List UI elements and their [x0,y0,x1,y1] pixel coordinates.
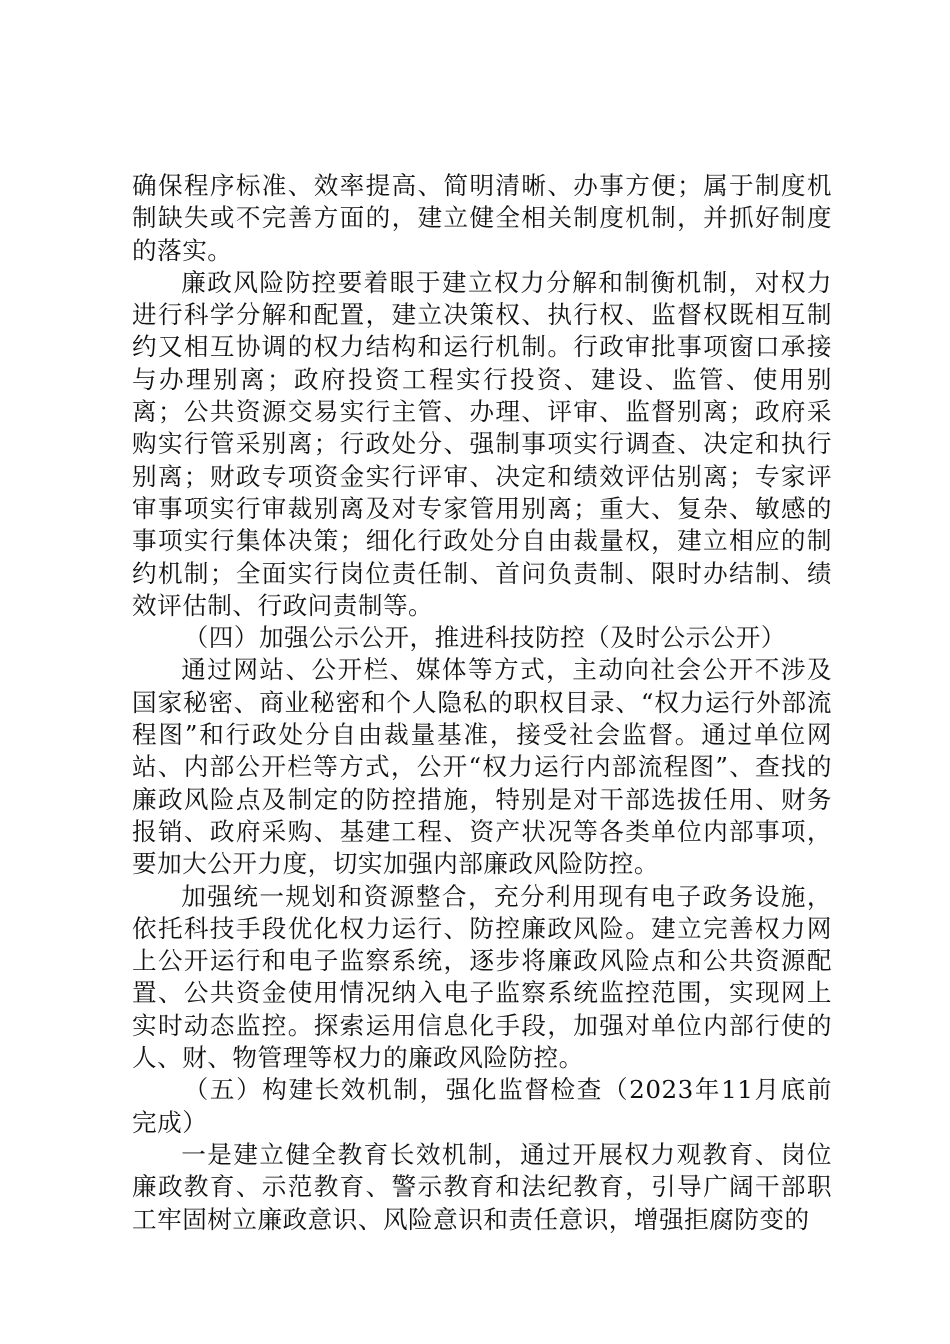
paragraph-power-checks: 廉政风险防控要着眼于建立权力分解和制衡机制，对权力进行科学分解和配置，建立决策权、执行权、监督权既相互制约又相互协调的权力结构和运行机制。行政审批事项窗口承接与办理别离；政府投资工程实行投资、建设、监管、使用别离；公共资源交易实行主管、办理、评审、监督别离；政府采购实行管采别离；行政处分、强制事项实行调查、决定和执行别离；财政专项资金实行评审、决定和绩效评估别离；专家评审事项实行审裁别离及对专家管用别离；重大、复杂、敏感的事项实行集体决策；细化行政处分自由裁量权，建立相应的制约机制；全面实行岗位责任制、首问负责制、限时办结制、绩效评估制、行政问责制等。 [132,267,832,620]
paragraph-tech-control: 加强统一规划和资源整合，充分利用现有电子政务设施，依托科技手段优化权力运行、防控廉政风险。建立完善权力网上公开运行和电子监察系统，逐步将廉政风险点和公共资源配置、公共资金使用情况纳入电子监察系统监控范围，实现网上实时动态监控。探索运用信息化手段，加强对单位内部行使的人、财、物管理等权力的廉政风险防控。 [132,881,832,1073]
paragraph-public-disclosure: 通过网站、公开栏、媒体等方式，主动向社会公开不涉及国家秘密、商业秘密和个人隐私的职权目录、“权力运行外部流程图”和行政处分自由裁量基准，接受社会监督。通过单位网站、内部公开栏等方式，公开“权力运行内部流程图”、查找的廉政风险点及制定的防控措施，特别是对干部选拔任用、财务报销、政府采购、基建工程、资产状况等各类单位内部事项，要加大公开力度，切实加强内部廉政风险防控。 [132,655,832,879]
section-heading-5: （五）构建长效机制，强化监督检查（2023年11月底前完成） [132,1075,832,1137]
paragraph-continuation: 确保程序标准、效率提高、简明清晰、办事方便；属于制度机制缺失或不完善方面的，建立健全相关制度机制，并抓好制度的落实。 [132,171,832,265]
section-heading-4: （四）加强公示公开，推进科技防控（及时公示公开） [183,623,786,653]
paragraph-education-mechanism: 一是建立健全教育长效机制，通过开展权力观教育、岗位廉政教育、示范教育、警示教育和法纪教育，引导广阔干部职工牢固树立廉政意识、风险意识和责任意识，增强拒腐防变的 [132,1139,832,1234]
document-body [132,170,832,1236]
